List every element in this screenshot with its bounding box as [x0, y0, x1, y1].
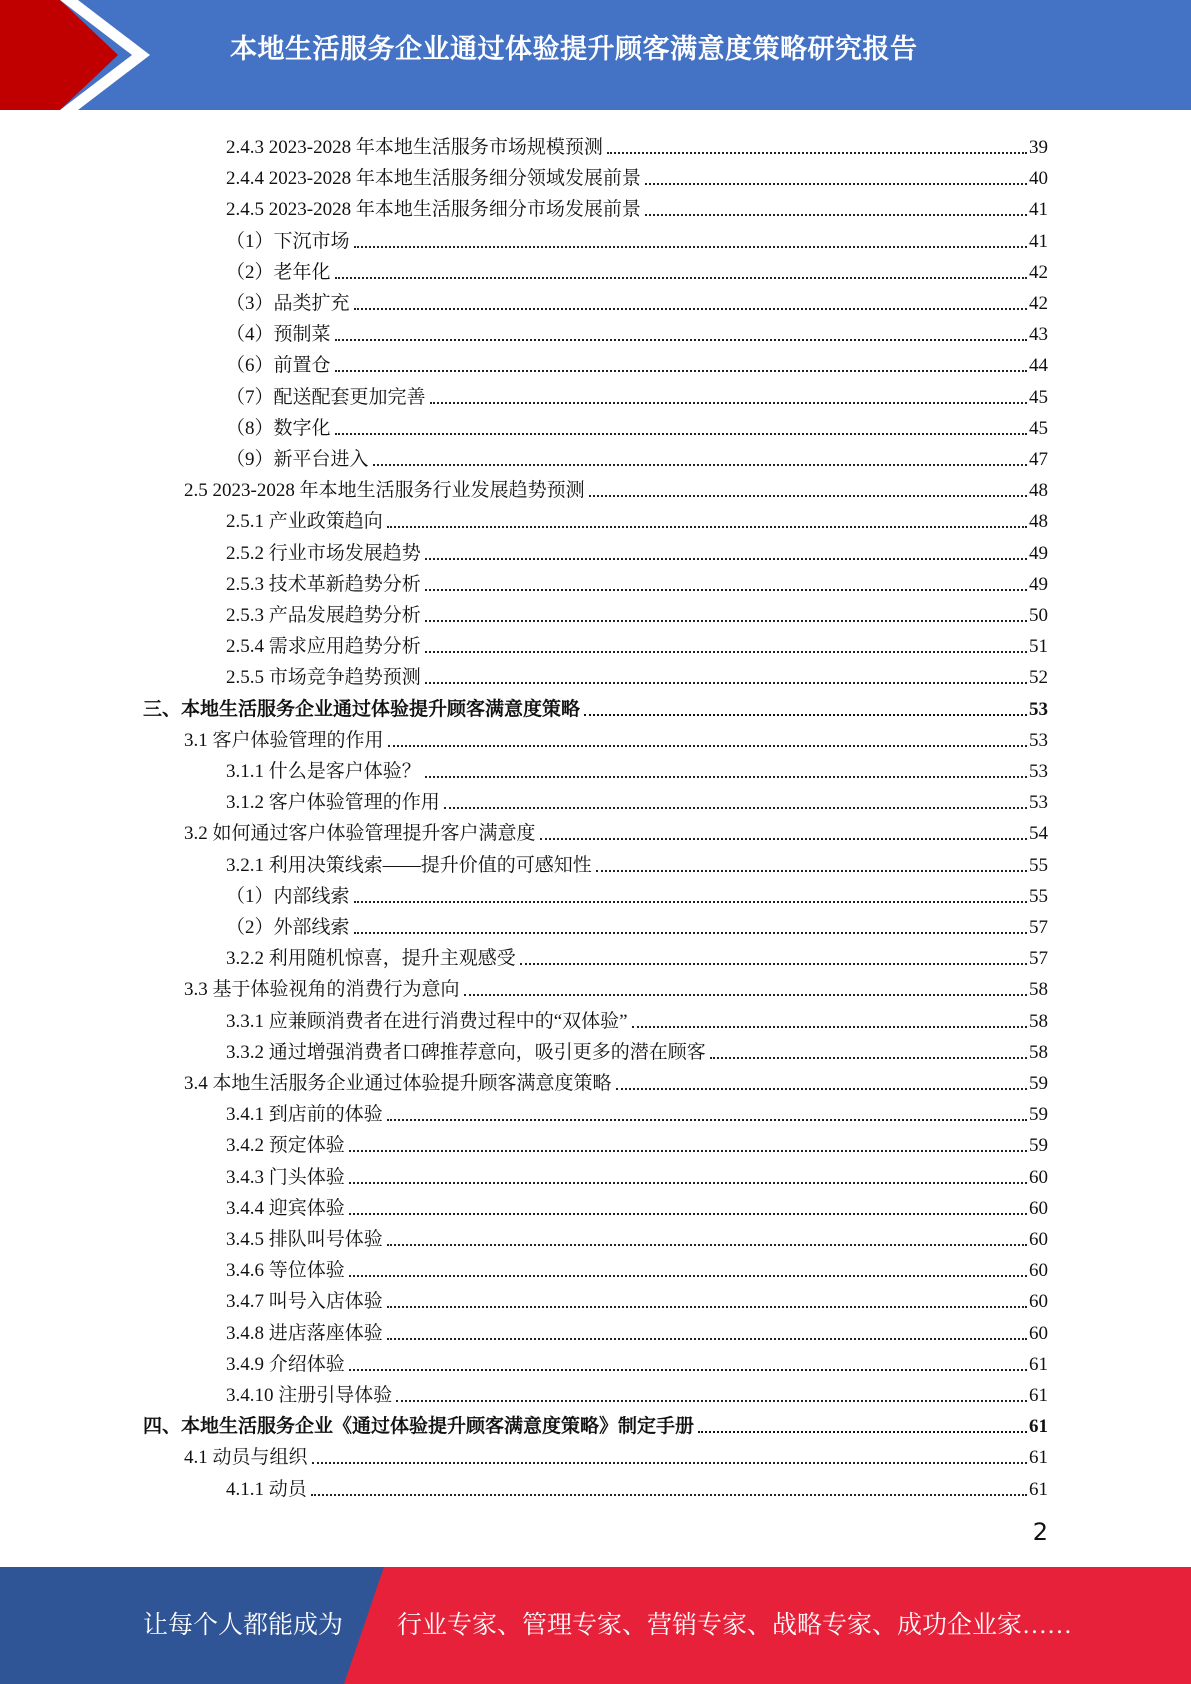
toc-entry-label: 3.4.5 排队叫号体验	[226, 1229, 383, 1250]
page-number: 2	[1032, 1518, 1048, 1546]
toc-entry-label: 3.4.4 迎宾体验	[226, 1197, 345, 1219]
toc-entry[interactable]	[143, 1407, 1048, 1438]
toc-leader-dots	[349, 1182, 1027, 1184]
toc-entry-label: （7）配送配套更加完善	[226, 386, 426, 408]
toc-entry-label: 3.4.1 到店前的体验	[226, 1104, 383, 1126]
toc-entry-page: 58	[1029, 1010, 1048, 1032]
toc-entry[interactable]	[226, 502, 1048, 533]
toc-entry-label: 2.5.5 市场竞争趋势预测	[226, 667, 421, 689]
toc-leader-dots	[349, 1275, 1027, 1277]
toc-entry[interactable]	[226, 284, 1048, 315]
toc-entry[interactable]	[184, 814, 1048, 845]
header-arrow-decoration	[0, 0, 170, 110]
page-footer	[0, 1567, 1191, 1684]
toc-entry[interactable]	[226, 1314, 1048, 1345]
toc-entry[interactable]	[226, 128, 1048, 159]
toc-entry-page: 53	[1029, 698, 1048, 720]
toc-entry-page: 60	[1029, 1197, 1048, 1219]
toc-entry-page: 57	[1029, 917, 1048, 938]
toc-entry-page: 55	[1029, 854, 1048, 876]
toc-entry-page: 45	[1029, 386, 1048, 408]
toc-entry-label: 3.4 本地生活服务企业通过体验提升顾客满意度策略	[184, 1073, 612, 1094]
toc-entry[interactable]	[226, 752, 1048, 783]
toc-entry-page: 52	[1029, 667, 1048, 689]
toc-leader-dots	[464, 994, 1027, 996]
toc-entry[interactable]	[226, 378, 1048, 409]
toc-leader-dots	[387, 1306, 1027, 1308]
toc-entry[interactable]	[226, 1002, 1048, 1033]
toc-entry-label: 2.5.2 行业市场发展趋势	[226, 542, 421, 564]
toc-leader-dots	[520, 963, 1027, 965]
toc-entry-page: 61	[1029, 1353, 1048, 1375]
toc-entry[interactable]	[184, 1438, 1048, 1469]
toc-leader-dots	[425, 682, 1027, 684]
toc-entry-page: 50	[1029, 605, 1048, 626]
toc-entry[interactable]	[226, 627, 1048, 658]
toc-entry[interactable]	[184, 471, 1048, 502]
toc-entry-page: 54	[1029, 823, 1048, 845]
toc-entry-label: 3.4.2 预定体验	[226, 1135, 345, 1157]
toc-leader-dots	[425, 558, 1027, 560]
toc-leader-dots	[396, 1400, 1027, 1402]
toc-entry-label: （6）前置仓	[226, 355, 331, 377]
toc-entry-page: 58	[1029, 979, 1048, 1001]
toc-leader-dots	[616, 1088, 1027, 1090]
toc-entry[interactable]	[226, 315, 1048, 346]
toc-leader-dots	[335, 370, 1027, 372]
toc-leader-dots	[354, 246, 1027, 248]
toc-entry-page: 53	[1029, 792, 1048, 814]
toc-entry-page: 60	[1029, 1166, 1048, 1188]
report-title: 本地生活服务企业通过体验提升顾客满意度策略研究报告	[230, 34, 918, 65]
toc-entry-page: 44	[1029, 355, 1048, 377]
toc-entry-label: 2.5 2023-2028 年本地生活服务行业发展趋势预测	[184, 480, 585, 502]
toc-entry-label: 3.3.1 应兼顾消费者在进行消费过程中的“双体验”	[226, 1010, 628, 1032]
toc-entry-page: 59	[1029, 1135, 1048, 1157]
toc-leader-dots	[335, 277, 1027, 279]
toc-leader-dots	[425, 651, 1027, 653]
footer-slogan-right: 行业专家、管理专家、营销专家、战略专家、成功企业家……	[397, 1612, 1073, 1639]
toc-entry-page: 61	[1029, 1478, 1048, 1500]
toc-entry-label: 2.4.5 2023-2028 年本地生活服务细分市场发展前景	[226, 199, 641, 221]
toc-leader-dots	[335, 433, 1027, 435]
toc-entry-page: 49	[1029, 573, 1048, 595]
toc-leader-dots	[540, 838, 1027, 840]
toc-entry-label: 2.5.3 产品发展趋势分析	[226, 605, 421, 626]
toc-leader-dots	[425, 589, 1027, 591]
toc-leader-dots	[387, 1244, 1027, 1246]
toc-entry[interactable]	[226, 908, 1048, 939]
toc-entry[interactable]	[226, 1126, 1048, 1157]
toc-entry-page: 60	[1029, 1229, 1048, 1250]
toc-entry-page: 43	[1029, 324, 1048, 346]
toc-leader-dots	[645, 183, 1027, 185]
toc-entry[interactable]	[226, 253, 1048, 284]
toc-entry-label: （2）外部线索	[226, 917, 350, 938]
toc-entry[interactable]	[226, 1158, 1048, 1189]
toc-entry-label: 2.5.1 产业政策趋向	[226, 511, 383, 533]
toc-entry[interactable]	[226, 159, 1048, 190]
toc-entry-page: 59	[1029, 1104, 1048, 1126]
toc-entry-label: 3.4.3 门头体验	[226, 1166, 345, 1188]
toc-entry-page: 40	[1029, 168, 1048, 190]
toc-entry-label: （1）下沉市场	[226, 230, 350, 252]
toc-entry-label: 3.4.10 注册引导体验	[226, 1385, 393, 1406]
toc-entry-page: 60	[1029, 1291, 1048, 1313]
toc-leader-dots	[430, 402, 1027, 404]
toc-entry[interactable]	[226, 658, 1048, 689]
toc-leader-dots	[311, 1494, 1027, 1496]
toc-entry-page: 53	[1029, 761, 1048, 782]
toc-entry[interactable]	[226, 190, 1048, 221]
toc-entry-label: 3.3.2 通过增强消费者口碑推荐意向，吸引更多的潜在顾客	[226, 1041, 706, 1063]
toc-entry-label: 四、本地生活服务企业《通过体验提升顾客满意度策略》制定手册	[143, 1416, 695, 1438]
toc-entry-page: 47	[1029, 449, 1048, 470]
toc-entry-label: 3.4.7 叫号入店体验	[226, 1291, 383, 1313]
toc-entry[interactable]	[226, 783, 1048, 814]
toc-entry[interactable]	[226, 1095, 1048, 1126]
toc-leader-dots	[584, 714, 1027, 716]
toc-entry[interactable]	[226, 440, 1048, 471]
toc-leader-dots	[373, 464, 1027, 466]
toc-entry-page: 60	[1029, 1260, 1048, 1282]
toc-entry[interactable]	[184, 970, 1048, 1001]
toc-entry-page: 61	[1029, 1416, 1048, 1438]
toc-leader-dots	[354, 901, 1027, 903]
toc-entry-label: 4.1 动员与组织	[184, 1447, 308, 1469]
toc-entry-label: 4.1.1 动员	[226, 1478, 307, 1500]
toc-leader-dots	[387, 1338, 1027, 1340]
toc-leader-dots	[312, 1462, 1027, 1464]
toc-entry[interactable]	[226, 1220, 1048, 1251]
toc-entry[interactable]	[184, 721, 1048, 752]
toc-entry[interactable]	[226, 877, 1048, 908]
toc-leader-dots	[388, 745, 1027, 747]
toc-leader-dots	[596, 870, 1027, 872]
toc-entry-label: （8）数字化	[226, 417, 331, 439]
toc-entry[interactable]	[226, 565, 1048, 596]
toc-entry-page: 51	[1029, 636, 1048, 658]
toc-entry-label: （2）老年化	[226, 261, 331, 283]
toc-entry-label: 3.4.6 等位体验	[226, 1260, 345, 1282]
toc-entry-label: 2.4.4 2023-2028 年本地生活服务细分领域发展前景	[226, 168, 641, 190]
toc-leader-dots	[387, 526, 1027, 528]
toc-entry[interactable]	[226, 222, 1048, 253]
toc-entry-page: 42	[1029, 293, 1048, 314]
toc-entry[interactable]	[226, 409, 1048, 440]
toc-entry-page: 41	[1029, 230, 1048, 252]
toc-entry-page: 49	[1029, 542, 1048, 564]
toc-leader-dots	[335, 339, 1027, 341]
toc-entry[interactable]	[226, 1376, 1048, 1407]
toc-entry[interactable]	[226, 1251, 1048, 1282]
toc-leader-dots	[387, 1119, 1027, 1121]
toc-entry[interactable]	[226, 1282, 1048, 1313]
toc-entry-label: 2.4.3 2023-2028 年本地生活服务市场规模预测	[226, 137, 603, 158]
toc-entry[interactable]	[226, 346, 1048, 377]
toc-entry-label: （4）预制菜	[226, 324, 331, 346]
toc-entry[interactable]	[184, 1064, 1048, 1095]
footer-slogan-left: 让每个人都能成为	[143, 1612, 344, 1639]
toc-leader-dots	[349, 1150, 1027, 1152]
toc-leader-dots	[349, 1369, 1027, 1371]
toc-leader-dots	[632, 1026, 1027, 1028]
toc-entry-page: 57	[1029, 948, 1048, 970]
toc-entry-label: （1）内部线索	[226, 885, 350, 907]
toc-entry-page: 45	[1029, 417, 1048, 439]
toc-entry-label: 三、本地生活服务企业通过体验提升顾客满意度策略	[143, 698, 581, 720]
toc-entry-page: 39	[1029, 137, 1048, 158]
toc-entry-label: 3.4.8 进店落座体验	[226, 1322, 383, 1344]
toc-entry-page: 48	[1029, 511, 1048, 533]
toc-entry[interactable]	[226, 534, 1048, 565]
toc-entry-label: 3.3 基于体验视角的消费行为意向	[184, 979, 460, 1001]
toc-leader-dots	[645, 214, 1027, 216]
toc-entry-label: 2.5.3 技术革新趋势分析	[226, 573, 421, 595]
toc-leader-dots	[444, 807, 1027, 809]
toc-entry-label: 3.1.2 客户体验管理的作用	[226, 792, 440, 814]
toc-entry-page: 60	[1029, 1322, 1048, 1344]
toc-entry[interactable]	[226, 846, 1048, 877]
toc-entry[interactable]	[226, 1189, 1048, 1220]
toc-entry-page: 53	[1029, 729, 1048, 751]
toc-entry[interactable]	[226, 939, 1048, 970]
toc-entry-label: 3.2.1 利用决策线索——提升价值的可感知性	[226, 854, 592, 876]
toc-entry-page: 55	[1029, 885, 1048, 907]
toc-leader-dots	[698, 1431, 1027, 1433]
toc-entry-label: 2.5.4 需求应用趋势分析	[226, 636, 421, 658]
toc-entry[interactable]	[226, 1345, 1048, 1376]
toc-entry[interactable]	[226, 596, 1048, 627]
toc-leader-dots	[354, 932, 1027, 934]
toc-leader-dots	[425, 620, 1027, 622]
toc-entry-label: （3）品类扩充	[226, 293, 350, 314]
toc-entry-page: 58	[1029, 1041, 1048, 1063]
toc-leader-dots	[349, 1213, 1027, 1215]
toc-entry[interactable]	[143, 690, 1048, 721]
toc-entry-label: 3.2.2 利用随机惊喜，提升主观感受	[226, 948, 516, 970]
toc-leader-dots	[589, 495, 1027, 497]
toc-entry-label: （9）新平台进入	[226, 449, 369, 470]
toc-entry-page: 41	[1029, 199, 1048, 221]
toc-entry[interactable]	[226, 1470, 1048, 1501]
toc-entry-label: 3.4.9 介绍体验	[226, 1353, 345, 1375]
toc-entry-label: 3.1 客户体验管理的作用	[184, 729, 384, 751]
toc-entry-page: 61	[1029, 1385, 1048, 1406]
toc-entry-page: 48	[1029, 480, 1048, 502]
toc-entry-page: 42	[1029, 261, 1048, 283]
toc-leader-dots	[710, 1057, 1027, 1059]
toc-entry-label: 3.1.1 什么是客户体验？	[226, 761, 421, 782]
toc-leader-dots	[607, 152, 1027, 154]
toc-entry-page: 61	[1029, 1447, 1048, 1469]
toc-entry-label: 3.2 如何通过客户体验管理提升客户满意度	[184, 823, 536, 845]
toc-entry[interactable]	[226, 1033, 1048, 1064]
toc-leader-dots	[354, 308, 1027, 310]
page-header	[0, 0, 1191, 110]
toc-entry-page: 59	[1029, 1073, 1048, 1094]
toc-leader-dots	[425, 776, 1027, 778]
